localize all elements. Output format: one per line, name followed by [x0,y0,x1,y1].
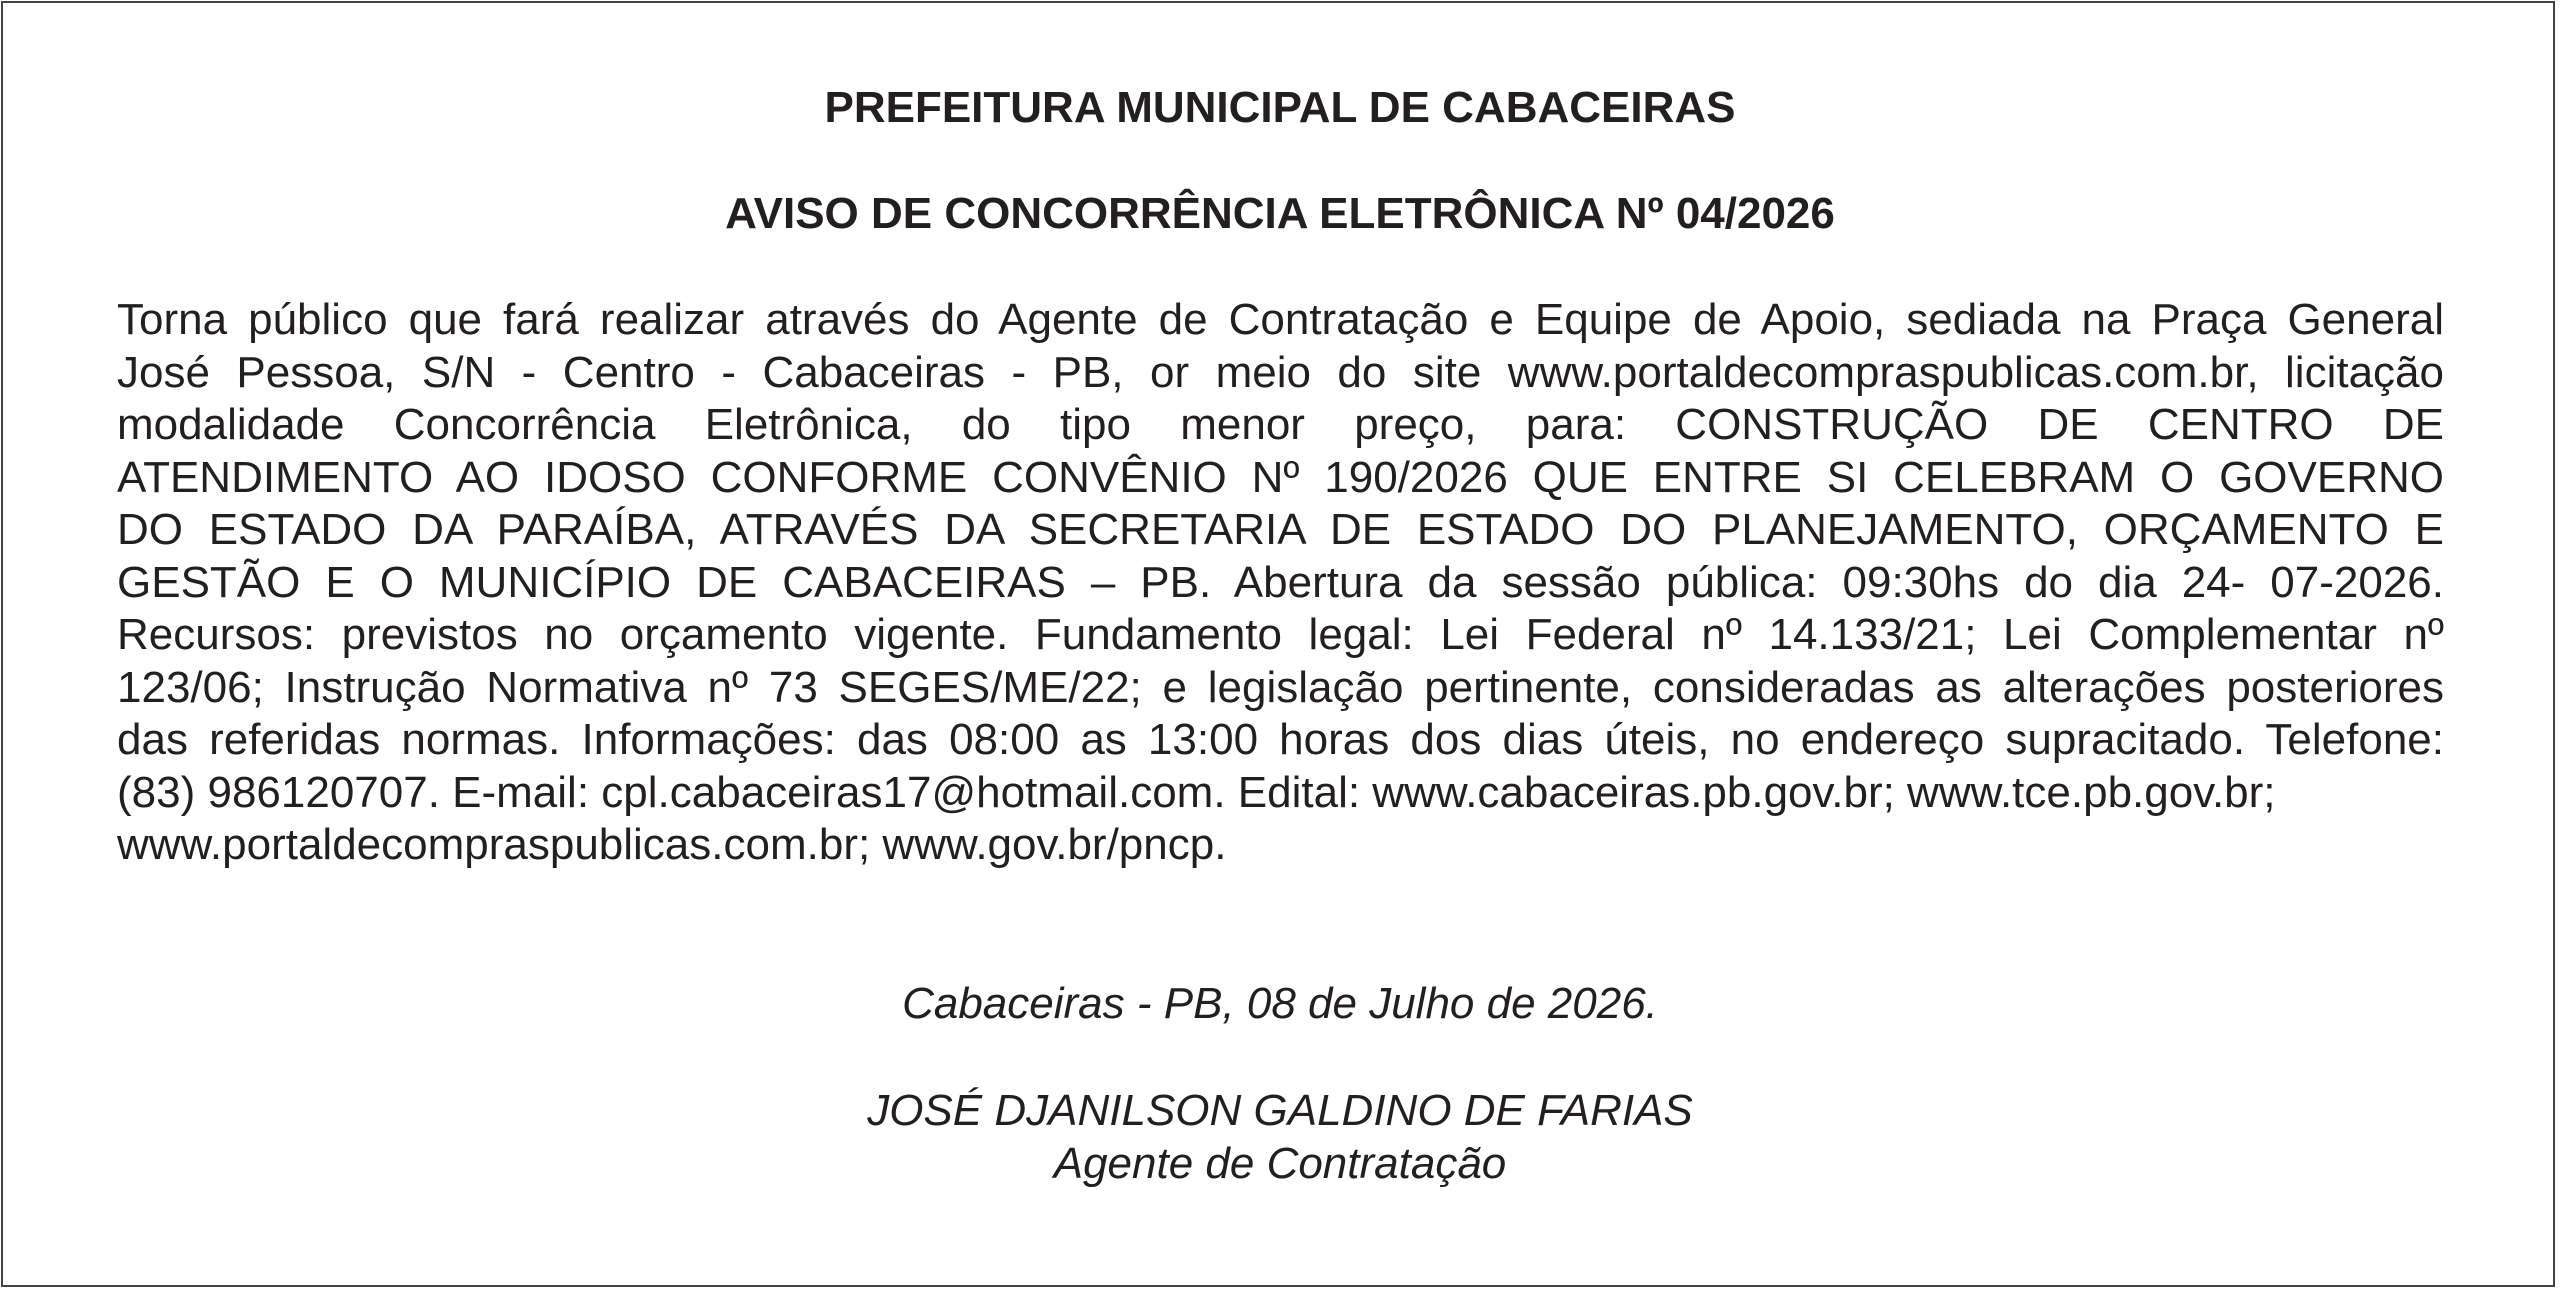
body-line: 123/06; Instrução Normativa nº 73 SEGES/ME/22; e legislação pertinente, consideradas as alterações posteriores [117,662,2444,712]
document-title: PREFEITURA MUNICIPAL DE CABACEIRAS [824,83,1736,132]
body-line: www.portaldecompraspublicas.com.br; www.gov.br/pncp. [117,820,1227,869]
body-line: ATENDIMENTO AO IDOSO CONFORME CONVÊNIO Nº 190/2026 QUE ENTRE SI CELEBRAM O GOVERNO [117,452,2444,502]
body-line: (83) 986120707. E-mail: cpl.cabaceiras17@hotmail.com. Edital: www.cabaceiras.pb.gov.br; www.tce.pb.gov.br; [117,767,2276,817]
signer-name: JOSÉ DJANILSON GALDINO DE FARIAS [867,1086,1693,1135]
body-line: Torna público que fará realizar através do Agente de Contratação e Equipe de Apoio, sediada na Praça General [117,295,2444,344]
body-line: modalidade Concorrência Eletrônica, do tipo menor preço, para: CONSTRUÇÃO DE CENTRO DE [117,400,2444,449]
signer-role: Agente de Contratação [1053,1139,1507,1188]
place-date: Cabaceiras - PB, 08 de Julho de 2026. [902,979,1658,1028]
document-subtitle: AVISO DE CONCORRÊNCIA ELETRÔNICA Nº 04/2026 [725,189,1835,238]
body-line: das referidas normas. Informações: das 08:00 as 13:00 horas dos dias úteis, no endereço supracitado. Telefone: [117,715,2444,764]
notice-body [117,294,2444,872]
body-line: GESTÃO E O MUNICÍPIO DE CABACEIRAS – PB. Abertura da sessão pública: 09:30hs do dia 24- 07-2026. [117,557,2444,607]
body-line: José Pessoa, S/N - Centro - Cabaceiras - PB, or meio do site www.portaldecompraspublicas.com.br, licitação [117,347,2444,397]
body-line: DO ESTADO DA PARAÍBA, ATRAVÉS DA SECRETARIA DE ESTADO DO PLANEJAMENTO, ORÇAMENTO E [117,505,2444,554]
body-line: Recursos: previstos no orçamento vigente. Fundamento legal: Lei Federal nº 14.133/21; Lei Complementar nº [117,610,2444,659]
